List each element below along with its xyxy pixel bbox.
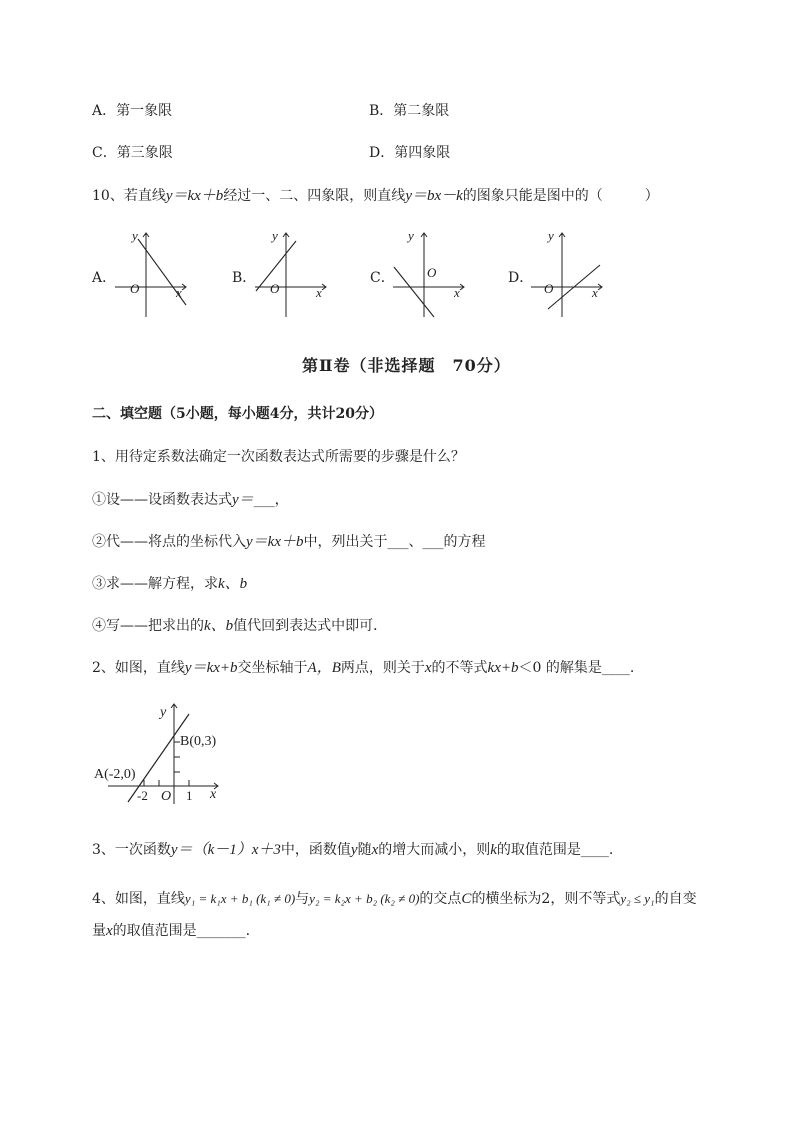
fill1-step4-rest: 值代回到表达式中即可． <box>233 618 388 634</box>
fill3-k: k <box>490 842 497 858</box>
fill1-step2-eq: y＝kx＋b <box>246 534 304 550</box>
graph-d-o: O <box>544 281 554 296</box>
q10-eq1: y＝kx＋b <box>165 188 224 204</box>
option-a: A．第一象限 <box>92 103 173 119</box>
fill3-y: y <box>350 842 358 858</box>
fill2-points: A，B <box>307 660 341 676</box>
fill2-text-d: 的不等式 <box>431 660 488 676</box>
fill2-graph-o: O <box>161 789 172 804</box>
fill2-text-c: 两点，则关于 <box>340 660 425 676</box>
fill3-eq: y＝（k－1）x＋3 <box>170 842 281 858</box>
fill4-line2-a: 量 <box>92 923 106 939</box>
fill2-graph-one: 1 <box>186 788 193 803</box>
graph-b <box>250 225 330 320</box>
fill4-ineq: y₂ ≤ y₁ <box>620 891 655 906</box>
fill4-text-e: 的自变 <box>654 891 697 907</box>
graph-a-o: O <box>130 281 140 296</box>
graph-b-o: O <box>270 281 280 296</box>
option-b: B．第二象限 <box>369 103 450 119</box>
graph-a-x: x <box>176 285 182 300</box>
graph-d-x: x <box>592 285 598 300</box>
fill3-text-c: 随 <box>357 842 372 858</box>
fill3-text-e: 的取值范围是____. <box>496 842 614 858</box>
fill1-step1-text: ①设——设函数表达式 <box>92 492 232 508</box>
fill3-x: x <box>371 842 379 858</box>
q10-mid: 经过一、二、四象限，则直线 <box>223 188 406 204</box>
fill2-text-b: 交坐标轴于 <box>237 660 308 676</box>
fill3-text-d: 的增大而减小，则 <box>378 842 491 858</box>
graph-b-x: x <box>316 285 322 300</box>
fill4-point-c: C <box>461 891 472 907</box>
graph-c-o: O <box>427 265 437 280</box>
fill1-step4-text: ④写——把求出的 <box>92 618 204 634</box>
fill4-eq1: y₁ = k₁x + b₁ (k₁ ≠ 0) <box>184 891 296 906</box>
option-d: D．第四象限 <box>369 145 451 161</box>
fill2-graph-y: y <box>160 705 167 720</box>
graph-c-y: y <box>408 228 414 243</box>
fill4-text-a: 4、如图，直线 <box>92 891 185 907</box>
graph-d-y: y <box>548 228 554 243</box>
q10-end: 的图象只能是图中的（ ） <box>462 188 659 204</box>
graph-b-y: y <box>272 228 278 243</box>
fill2-graph <box>92 698 232 808</box>
fill1-question: 1、用待定系数法确定一次函数表达式所需要的步骤是什么？ <box>92 449 465 465</box>
graph-c-x: x <box>454 285 460 300</box>
graph-a-y: y <box>132 228 138 243</box>
fill2-graph-x: x <box>210 787 217 802</box>
fill4-question-line1 <box>92 888 697 908</box>
fill2-text-e: ＜0 的解集是____. <box>518 660 635 676</box>
fill4-text-b: 与 <box>295 891 310 907</box>
question-10 <box>92 184 659 205</box>
fill4-text-c: 的交点 <box>419 891 462 907</box>
fill1-step3 <box>92 572 247 593</box>
fill1-step2 <box>92 530 485 551</box>
fill1-step4 <box>92 614 387 635</box>
fill3-question <box>92 838 613 859</box>
fill2-text-a: 2、如图，直线 <box>92 660 185 676</box>
fill1-step2-text: ②代——将点的坐标代入 <box>92 534 246 550</box>
fill2-graph-b: B(0,3) <box>180 734 217 749</box>
option-c: C．第三象限 <box>92 145 173 161</box>
fill2-x: x <box>424 660 432 676</box>
graph-d <box>526 225 606 320</box>
fill4-line2-x: x <box>106 923 113 939</box>
fill1-step4-eq: k、b <box>204 618 234 634</box>
fill2-eq: y＝kx+b <box>184 660 238 676</box>
section2-heading: 二、填空题（5小题，每小题4分，共计20分） <box>92 406 383 422</box>
fill1-step3-eq: k、b <box>218 576 248 592</box>
graph-b-label: B． <box>232 270 257 286</box>
q10-eq2: y＝bx－k <box>405 188 463 204</box>
fill4-line2-b: 的取值范围是_______. <box>112 923 251 939</box>
part2-title: 第Ⅱ卷（非选择题 70分） <box>302 356 511 375</box>
fill1-step1 <box>92 488 289 509</box>
graph-a <box>110 225 190 320</box>
fill2-question <box>92 656 634 677</box>
q10-num: 10、若直线 <box>92 188 166 204</box>
fill1-step2-rest: 中，列出关于___、___的方程 <box>303 534 486 550</box>
graph-d-label: D． <box>508 270 534 286</box>
graph-c <box>388 225 468 320</box>
fill1-step1-eq: y＝ <box>232 492 254 508</box>
fill3-text-b: 中，函数值 <box>280 842 351 858</box>
graph-c-label: C． <box>370 270 395 286</box>
fill2-graph-a: A(-2,0) <box>94 767 136 782</box>
fill4-question-line2 <box>92 920 250 940</box>
fill1-step1-blank: ___， <box>253 492 289 508</box>
fill4-eq2: y₂ = k₂x + b₂ (k₂ ≠ 0) <box>309 891 420 906</box>
fill4-text-d: 的横坐标为2，则不等式 <box>471 891 621 907</box>
fill2-graph-neg2: -2 <box>137 788 148 803</box>
fill3-text-a: 3、一次函数 <box>92 842 171 858</box>
fill1-step3-text: ③求——解方程，求 <box>92 576 218 592</box>
graph-a-label: A． <box>92 270 117 286</box>
fill2-ineq: kx+b <box>487 660 519 676</box>
